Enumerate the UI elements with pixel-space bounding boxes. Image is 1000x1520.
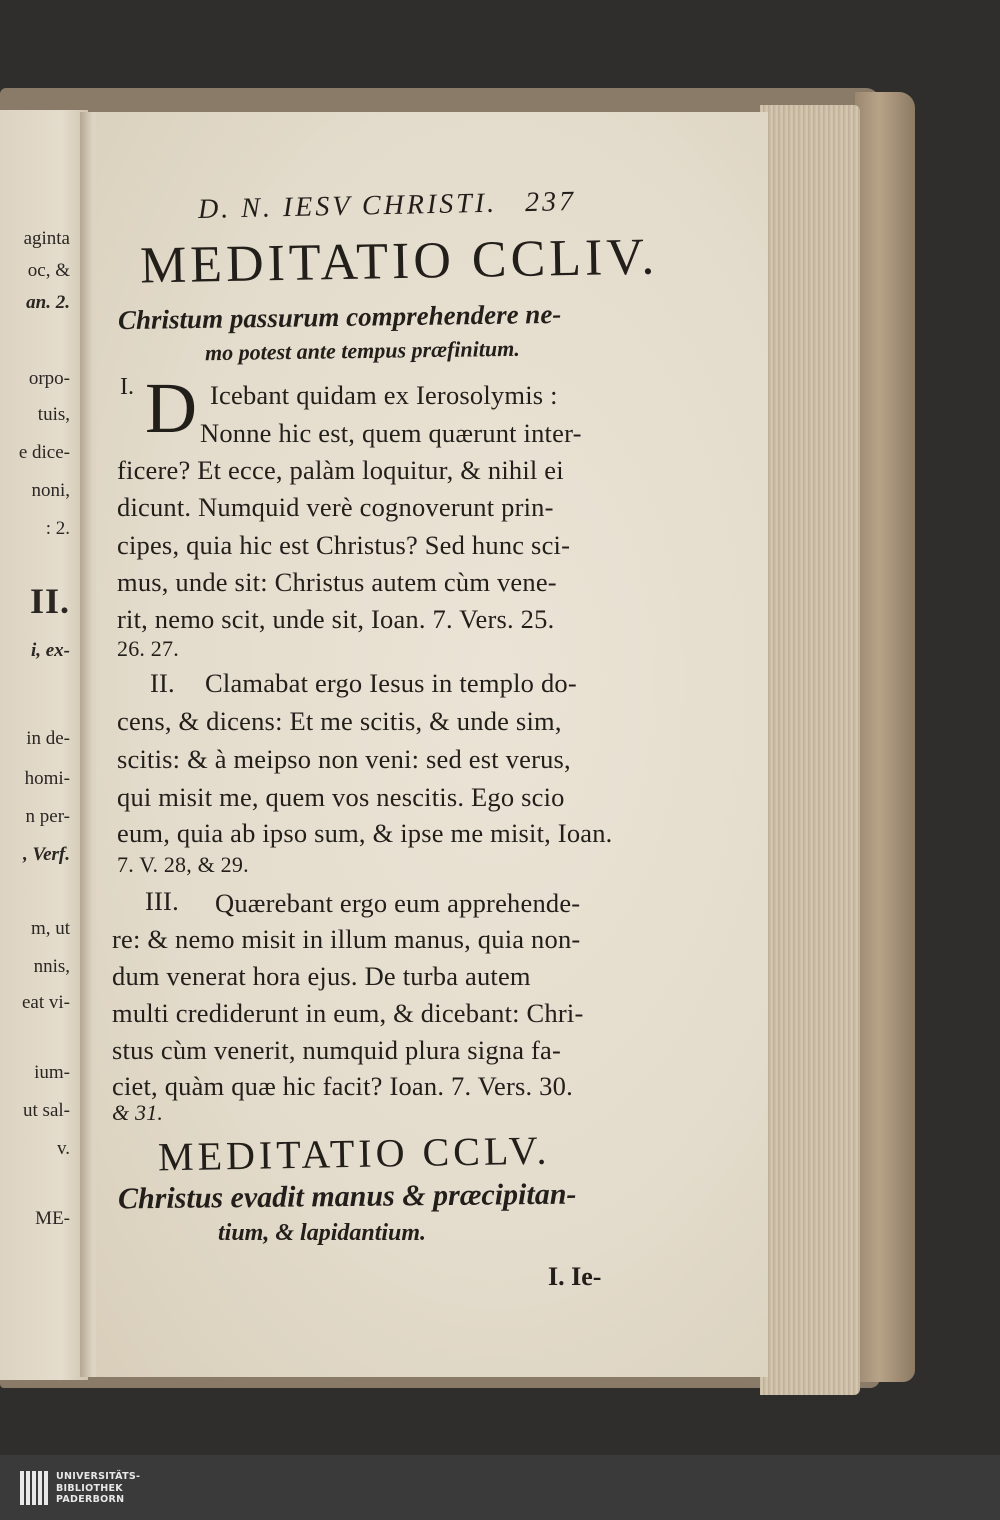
text-line: eum, quia ab ipso sum, & ipse me misit, Ioan. (117, 818, 613, 848)
left-page-line: n per- (25, 806, 70, 827)
left-page-line: oc, & (27, 260, 70, 281)
left-page-line: ut sal- (23, 1100, 70, 1121)
left-page-line: i, ex- (30, 640, 70, 661)
text-line: scitis: & à meipso non veni: sed est verus, (117, 744, 571, 774)
meditation-subtitle-line: tium, & lapidantium. (218, 1220, 427, 1246)
text-line: & 31. (112, 1100, 164, 1125)
left-page-line: an. 2. (26, 292, 70, 313)
text-line: cipes, quia hic est Christus? Sed hunc sci- (117, 530, 571, 560)
page-gutter (80, 112, 96, 1377)
library-logo-text (56, 1471, 140, 1506)
library-logo-icon (20, 1471, 50, 1505)
text-line: stus cùm venerit, numquid plura signa fa- (112, 1035, 562, 1065)
meditation-subtitle-line: Christum passurum comprehendere ne- (117, 298, 562, 336)
logo-line: BIBLIOTHEK (56, 1482, 123, 1494)
meditation-title: MEDITATIO CCLV. (157, 1127, 551, 1180)
left-page-line: ME- (35, 1208, 70, 1229)
left-page-line: eat vi- (21, 992, 70, 1013)
meditation-subtitle-line: Christus evadit manus & præcipitan- (117, 1177, 577, 1216)
left-page-line: II. (29, 581, 70, 621)
text-line: re: & nemo misit in illum manus, quia non- (112, 924, 581, 954)
left-page-line: m, ut (30, 918, 70, 939)
text-line: rit, nemo scit, unde sit, Ioan. 7. Vers. 25. (117, 604, 555, 634)
left-page-line: nnis, (33, 956, 70, 977)
logo-line: PADERBORN (56, 1494, 125, 1505)
text-line: multi crediderunt in eum, & dicebant: Chri- (112, 998, 584, 1028)
text-line: Icebant quidam ex Ierosolymis : (210, 380, 558, 410)
text-line: Clamabat ergo Iesus in templo do- (205, 668, 577, 698)
left-page-line: aginta (23, 228, 70, 249)
text-line: cens, & dicens: Et me scitis, & unde sim, (117, 706, 562, 736)
left-page-line: tuis, (37, 404, 70, 425)
left-page (0, 110, 88, 1380)
paragraph-number: III. (145, 886, 179, 916)
text-line: ciet, quàm quæ hic facit? Ioan. 7. Vers. 30. (112, 1071, 573, 1101)
left-page-line: e dice- (18, 442, 70, 463)
running-head-text: D. N. IESV CHRISTI. (197, 187, 498, 225)
footer-bar (0, 1455, 1000, 1520)
text-line: Nonne hic est, quem quærunt inter- (200, 418, 582, 448)
page-edges (760, 105, 860, 1395)
drop-cap: D (145, 368, 197, 448)
catchword: I. Ie- (548, 1262, 602, 1291)
text-line: mus, unde sit: Christus autem cùm vene- (117, 567, 557, 597)
meditation-title: MEDITATIO CCLIV. (139, 228, 659, 295)
left-page-line: ium- (34, 1062, 70, 1083)
left-page-line: homi- (24, 768, 70, 789)
left-page-line: orpo- (28, 368, 70, 389)
page-number: 237 (524, 186, 577, 219)
text-line: qui misit me, quem vos nescitis. Ego scio (117, 782, 565, 812)
logo-line: UNIVERSITÄTS- (56, 1471, 141, 1482)
left-page-line: in de- (26, 728, 70, 749)
text-line: ficere? Et ecce, palàm loquitur, & nihil ei (117, 455, 564, 485)
left-page-line: noni, (31, 480, 70, 501)
text-line: Quærebant ergo eum apprehende- (215, 888, 581, 918)
text-line: dicunt. Numquid verè cognoverunt prin- (117, 492, 554, 522)
text-line: dum venerat hora ejus. De turba autem (112, 961, 531, 991)
meditation-subtitle-line: mo potest ante tempus præfinitum. (204, 335, 520, 366)
book-spine (855, 92, 915, 1382)
left-page-line: , Verf. (23, 844, 70, 865)
left-page-line: v. (56, 1138, 70, 1159)
paragraph-number: II. (150, 668, 175, 698)
paragraph-number: I. (120, 374, 134, 400)
text-line: 7. V. 28, & 29. (117, 852, 249, 877)
text-line: 26. 27. (117, 636, 179, 661)
left-page-line: : 2. (45, 518, 70, 539)
